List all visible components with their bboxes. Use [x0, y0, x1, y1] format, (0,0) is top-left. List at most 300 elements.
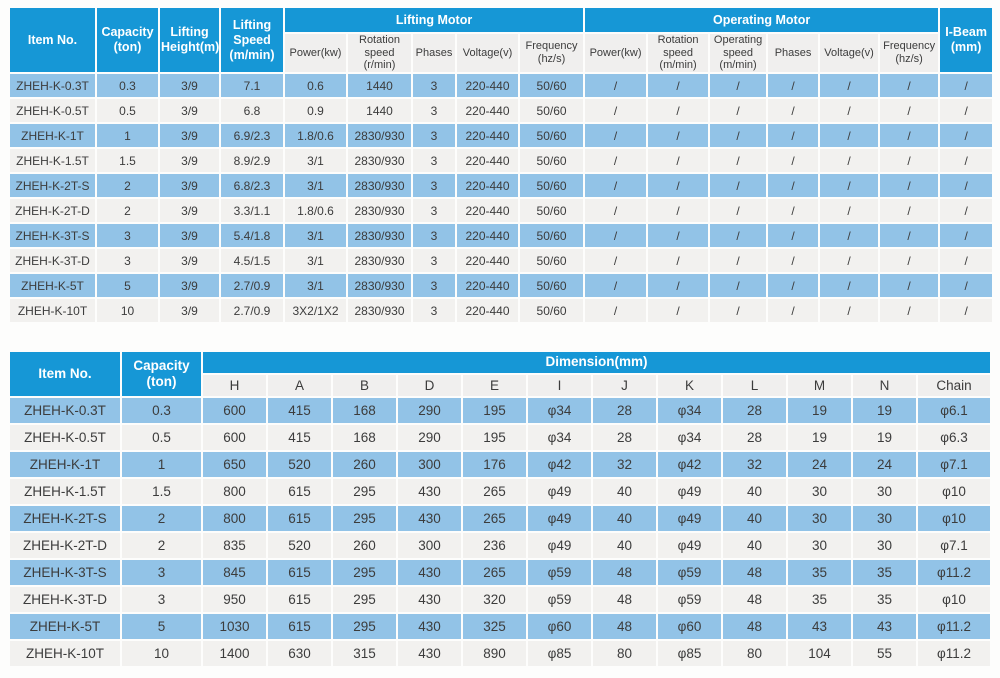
value-cell: 320 [463, 587, 526, 612]
value-cell: / [585, 124, 646, 147]
value-cell: 800 [203, 506, 266, 531]
dimension-rows [10, 398, 990, 666]
value-cell: 30 [788, 533, 851, 558]
table-row [10, 614, 990, 639]
item-no-cell: ZHEH-K-0.3T [10, 398, 120, 423]
value-cell: / [820, 124, 878, 147]
value-cell: 1 [122, 452, 201, 477]
value-cell: / [648, 274, 708, 297]
value-cell: φ59 [528, 560, 591, 585]
item-no-cell: ZHEH-K-2T-S [10, 506, 120, 531]
value-cell: 290 [398, 425, 461, 450]
value-cell: 4.5/1.5 [221, 249, 283, 272]
value-cell: / [880, 149, 938, 172]
value-cell: 3 [122, 587, 201, 612]
sub-header-lm-rotation-speed: Rotation speed (r/min) [348, 34, 411, 72]
value-cell: 3 [413, 299, 455, 322]
value-cell: 2830/930 [348, 199, 411, 222]
value-cell: / [768, 199, 818, 222]
value-cell: / [940, 99, 992, 122]
value-cell: / [820, 249, 878, 272]
value-cell: 3 [413, 224, 455, 247]
value-cell: 220-440 [457, 249, 518, 272]
value-cell: 3 [413, 149, 455, 172]
value-cell: / [880, 174, 938, 197]
table-row [10, 560, 990, 585]
value-cell: / [585, 74, 646, 97]
value-cell: / [820, 174, 878, 197]
value-cell: 3 [413, 124, 455, 147]
value-cell: 50/60 [520, 299, 583, 322]
value-cell: / [768, 74, 818, 97]
sub-header-om-rotation-speed: Rotation speed (m/min) [648, 34, 708, 72]
value-cell: 10 [122, 641, 201, 666]
value-cell: / [585, 149, 646, 172]
value-cell: / [940, 74, 992, 97]
value-cell: 220-440 [457, 74, 518, 97]
value-cell: / [820, 74, 878, 97]
value-cell: 5.4/1.8 [221, 224, 283, 247]
value-cell: / [585, 99, 646, 122]
item-no-cell: ZHEH-K-10T [10, 299, 95, 322]
value-cell: 290 [398, 398, 461, 423]
value-cell: 168 [333, 425, 396, 450]
value-cell: 6.8 [221, 99, 283, 122]
motor-spec-rows [10, 74, 992, 322]
value-cell: φ60 [528, 614, 591, 639]
value-cell: 195 [463, 425, 526, 450]
value-cell: 220-440 [457, 149, 518, 172]
value-cell: 600 [203, 425, 266, 450]
value-cell: 430 [398, 479, 461, 504]
value-cell: 43 [853, 614, 916, 639]
value-cell: / [710, 199, 766, 222]
sub-header-om-operating-speed: Operating speed (m/min) [710, 34, 766, 72]
value-cell: / [648, 249, 708, 272]
value-cell: 3/9 [160, 74, 219, 97]
value-cell: 2830/930 [348, 149, 411, 172]
value-cell: / [880, 74, 938, 97]
value-cell: / [710, 274, 766, 297]
value-cell: φ10 [918, 587, 990, 612]
value-cell: φ34 [528, 425, 591, 450]
table-row [10, 425, 990, 450]
value-cell: / [880, 124, 938, 147]
value-cell: / [648, 74, 708, 97]
value-cell: / [585, 249, 646, 272]
sub-header-om-phases: Phases [768, 34, 818, 72]
value-cell: 19 [853, 425, 916, 450]
item-no-cell: ZHEH-K-0.5T [10, 425, 120, 450]
value-cell: / [940, 224, 992, 247]
col-header-lifting-height: Lifting Height(m) [160, 8, 219, 72]
value-cell: 415 [268, 425, 331, 450]
value-cell: 50/60 [520, 74, 583, 97]
value-cell: 24 [788, 452, 851, 477]
value-cell: φ85 [658, 641, 721, 666]
value-cell: 265 [463, 479, 526, 504]
value-cell: 2830/930 [348, 174, 411, 197]
value-cell: 40 [723, 533, 786, 558]
value-cell: 3 [413, 249, 455, 272]
col-header-capacity: Capacity (ton) [97, 8, 158, 72]
value-cell: / [648, 174, 708, 197]
value-cell: φ49 [658, 506, 721, 531]
value-cell: φ42 [658, 452, 721, 477]
value-cell: 3/1 [285, 249, 346, 272]
value-cell: 3/1 [285, 224, 346, 247]
item-no-cell: ZHEH-K-10T [10, 641, 120, 666]
value-cell: 3/9 [160, 199, 219, 222]
value-cell: φ11.2 [918, 560, 990, 585]
value-cell: / [585, 224, 646, 247]
value-cell: 50/60 [520, 149, 583, 172]
value-cell: / [648, 149, 708, 172]
value-cell: 2830/930 [348, 299, 411, 322]
value-cell: 630 [268, 641, 331, 666]
value-cell: 1440 [348, 99, 411, 122]
value-cell: 55 [853, 641, 916, 666]
value-cell: 6.8/2.3 [221, 174, 283, 197]
value-cell: 40 [593, 506, 656, 531]
table-row [10, 587, 990, 612]
value-cell: 50/60 [520, 174, 583, 197]
item-no-cell: ZHEH-K-2T-D [10, 533, 120, 558]
value-cell: 890 [463, 641, 526, 666]
value-cell: 265 [463, 506, 526, 531]
item-no-cell: ZHEH-K-5T [10, 274, 95, 297]
value-cell: / [710, 99, 766, 122]
value-cell: 32 [723, 452, 786, 477]
value-cell: 600 [203, 398, 266, 423]
value-cell: / [880, 299, 938, 322]
col-header-item-no: Item No. [10, 352, 120, 396]
value-cell: 35 [853, 587, 916, 612]
sub-header-dim-h: H [203, 375, 266, 396]
value-cell: 1.5 [122, 479, 201, 504]
value-cell: 195 [463, 398, 526, 423]
value-cell: / [820, 274, 878, 297]
value-cell: 19 [788, 398, 851, 423]
value-cell: 430 [398, 614, 461, 639]
value-cell: / [940, 249, 992, 272]
value-cell: 3/1 [285, 274, 346, 297]
value-cell: / [820, 149, 878, 172]
value-cell: 8.9/2.9 [221, 149, 283, 172]
value-cell: 3/9 [160, 299, 219, 322]
value-cell: 295 [333, 614, 396, 639]
value-cell: 3 [413, 199, 455, 222]
value-cell: / [648, 99, 708, 122]
value-cell: / [710, 149, 766, 172]
value-cell: / [585, 299, 646, 322]
value-cell: / [648, 124, 708, 147]
value-cell: 2 [97, 199, 158, 222]
value-cell: 615 [268, 560, 331, 585]
value-cell: 835 [203, 533, 266, 558]
table-row [10, 224, 992, 247]
table-row [10, 299, 992, 322]
value-cell: 32 [593, 452, 656, 477]
sub-header-dim-i: I [528, 375, 591, 396]
value-cell: 30 [788, 479, 851, 504]
value-cell: 50/60 [520, 224, 583, 247]
value-cell: 520 [268, 452, 331, 477]
value-cell: 2 [122, 506, 201, 531]
value-cell: 104 [788, 641, 851, 666]
value-cell: / [648, 224, 708, 247]
value-cell: 415 [268, 398, 331, 423]
col-header-capacity: Capacity (ton) [122, 352, 201, 396]
sub-header-om-frequency: Frequency (hz/s) [880, 34, 938, 72]
sub-header-dim-a: A [268, 375, 331, 396]
value-cell: 3.3/1.1 [221, 199, 283, 222]
sub-header-om-power: Power(kw) [585, 34, 646, 72]
col-header-lifting-speed: Lifting Speed (m/min) [221, 8, 283, 72]
value-cell: 7.1 [221, 74, 283, 97]
value-cell: φ11.2 [918, 614, 990, 639]
value-cell: 1.8/0.6 [285, 124, 346, 147]
value-cell: 40 [723, 506, 786, 531]
value-cell: 48 [723, 587, 786, 612]
value-cell: 50/60 [520, 249, 583, 272]
value-cell: 236 [463, 533, 526, 558]
value-cell: 3/9 [160, 149, 219, 172]
table-row [10, 99, 992, 122]
value-cell: / [768, 274, 818, 297]
sub-header-lm-voltage: Voltage(v) [457, 34, 518, 72]
sub-header-om-voltage: Voltage(v) [820, 34, 878, 72]
value-cell: / [820, 99, 878, 122]
value-cell: 615 [268, 587, 331, 612]
value-cell: φ60 [658, 614, 721, 639]
value-cell: 3 [122, 560, 201, 585]
value-cell: φ34 [658, 398, 721, 423]
value-cell: / [768, 149, 818, 172]
value-cell: 315 [333, 641, 396, 666]
sub-header-dim-b: B [333, 375, 396, 396]
value-cell: / [768, 124, 818, 147]
value-cell: φ34 [528, 398, 591, 423]
value-cell: 80 [593, 641, 656, 666]
col-header-item-no: Item No. [10, 8, 95, 72]
value-cell: / [768, 99, 818, 122]
value-cell: 220-440 [457, 299, 518, 322]
value-cell: 3/9 [160, 174, 219, 197]
sub-header-dim-l: L [723, 375, 786, 396]
value-cell: 1400 [203, 641, 266, 666]
value-cell: 50/60 [520, 274, 583, 297]
value-cell: 260 [333, 533, 396, 558]
group-header-dimension: Dimension(mm) [203, 352, 990, 373]
sub-header-dim-chain: Chain [918, 375, 990, 396]
value-cell: / [648, 299, 708, 322]
table-row [10, 199, 992, 222]
value-cell: 3/9 [160, 224, 219, 247]
value-cell: 300 [398, 533, 461, 558]
value-cell: 295 [333, 479, 396, 504]
value-cell: 1.8/0.6 [285, 199, 346, 222]
value-cell: 0.6 [285, 74, 346, 97]
value-cell: 3 [413, 274, 455, 297]
value-cell: / [768, 299, 818, 322]
value-cell: / [880, 99, 938, 122]
value-cell: 2830/930 [348, 274, 411, 297]
value-cell: / [940, 149, 992, 172]
value-cell: 265 [463, 560, 526, 585]
item-no-cell: ZHEH-K-3T-D [10, 249, 95, 272]
table-row [10, 124, 992, 147]
value-cell: / [880, 224, 938, 247]
value-cell: / [710, 124, 766, 147]
sub-header-dim-n: N [853, 375, 916, 396]
value-cell: 1030 [203, 614, 266, 639]
value-cell: φ49 [528, 479, 591, 504]
value-cell: 950 [203, 587, 266, 612]
value-cell: 30 [853, 506, 916, 531]
value-cell: 650 [203, 452, 266, 477]
value-cell: 0.9 [285, 99, 346, 122]
table-row [10, 249, 992, 272]
value-cell: 2 [122, 533, 201, 558]
value-cell: / [710, 224, 766, 247]
value-cell: 1440 [348, 74, 411, 97]
value-cell: / [585, 274, 646, 297]
value-cell: / [768, 224, 818, 247]
value-cell: 220-440 [457, 174, 518, 197]
value-cell: 48 [723, 560, 786, 585]
value-cell: / [585, 174, 646, 197]
value-cell: 220-440 [457, 199, 518, 222]
value-cell: 3 [413, 99, 455, 122]
item-no-cell: ZHEH-K-2T-D [10, 199, 95, 222]
table-row [10, 479, 990, 504]
value-cell: / [940, 199, 992, 222]
value-cell: 845 [203, 560, 266, 585]
value-cell: 325 [463, 614, 526, 639]
value-cell: 2830/930 [348, 124, 411, 147]
value-cell: φ49 [658, 479, 721, 504]
value-cell: / [820, 199, 878, 222]
value-cell: 3/9 [160, 274, 219, 297]
table-row [10, 74, 992, 97]
item-no-cell: ZHEH-K-5T [10, 614, 120, 639]
value-cell: 260 [333, 452, 396, 477]
value-cell: 300 [398, 452, 461, 477]
value-cell: 220-440 [457, 274, 518, 297]
sub-header-dim-d: D [398, 375, 461, 396]
sub-header-dim-k: K [658, 375, 721, 396]
value-cell: 3 [97, 249, 158, 272]
value-cell: 48 [723, 614, 786, 639]
value-cell: φ59 [658, 587, 721, 612]
value-cell: 3 [97, 224, 158, 247]
value-cell: 2830/930 [348, 224, 411, 247]
value-cell: 2830/930 [348, 249, 411, 272]
value-cell: 430 [398, 641, 461, 666]
table-row [10, 149, 992, 172]
item-no-cell: ZHEH-K-3T-D [10, 587, 120, 612]
value-cell: / [940, 274, 992, 297]
item-no-cell: ZHEH-K-3T-S [10, 560, 120, 585]
value-cell: φ6.3 [918, 425, 990, 450]
value-cell: 48 [593, 560, 656, 585]
value-cell: 19 [788, 425, 851, 450]
value-cell: 1.5 [97, 149, 158, 172]
value-cell: 0.3 [97, 74, 158, 97]
value-cell: / [710, 74, 766, 97]
value-cell: 28 [593, 398, 656, 423]
col-header-i-beam: I-Beam (mm) [940, 8, 992, 72]
value-cell: / [880, 199, 938, 222]
value-cell: 3/9 [160, 124, 219, 147]
value-cell: 28 [593, 425, 656, 450]
value-cell: 30 [788, 506, 851, 531]
value-cell: / [820, 224, 878, 247]
value-cell: / [710, 249, 766, 272]
value-cell: 40 [723, 479, 786, 504]
item-no-cell: ZHEH-K-0.5T [10, 99, 95, 122]
value-cell: 520 [268, 533, 331, 558]
value-cell: 80 [723, 641, 786, 666]
value-cell: 220-440 [457, 224, 518, 247]
value-cell: / [820, 299, 878, 322]
item-no-cell: ZHEH-K-1.5T [10, 479, 120, 504]
value-cell: φ49 [528, 506, 591, 531]
value-cell: 0.5 [122, 425, 201, 450]
value-cell: φ6.1 [918, 398, 990, 423]
value-cell: 35 [853, 560, 916, 585]
table-row [10, 506, 990, 531]
value-cell: / [940, 299, 992, 322]
value-cell: 35 [788, 587, 851, 612]
value-cell: φ85 [528, 641, 591, 666]
value-cell: 220-440 [457, 124, 518, 147]
value-cell: 430 [398, 506, 461, 531]
value-cell: 3/1 [285, 174, 346, 197]
sub-header-dim-m: M [788, 375, 851, 396]
value-cell: 40 [593, 533, 656, 558]
value-cell: φ59 [528, 587, 591, 612]
value-cell: 24 [853, 452, 916, 477]
item-no-cell: ZHEH-K-1T [10, 452, 120, 477]
value-cell: 220-440 [457, 99, 518, 122]
value-cell: φ10 [918, 479, 990, 504]
value-cell: 0.5 [97, 99, 158, 122]
value-cell: 3/1 [285, 149, 346, 172]
value-cell: / [710, 174, 766, 197]
value-cell: 5 [122, 614, 201, 639]
item-no-cell: ZHEH-K-1.5T [10, 149, 95, 172]
sub-header-dim-j: J [593, 375, 656, 396]
value-cell: φ49 [658, 533, 721, 558]
sub-header-lm-power: Power(kw) [285, 34, 346, 72]
item-no-cell: ZHEH-K-1T [10, 124, 95, 147]
value-cell: / [585, 199, 646, 222]
value-cell: / [880, 274, 938, 297]
value-cell: 35 [788, 560, 851, 585]
group-header-operating-motor: Operating Motor [585, 8, 938, 32]
value-cell: 40 [593, 479, 656, 504]
value-cell: φ34 [658, 425, 721, 450]
value-cell: 50/60 [520, 124, 583, 147]
value-cell: / [768, 174, 818, 197]
value-cell: φ7.1 [918, 452, 990, 477]
value-cell: 615 [268, 506, 331, 531]
value-cell: 28 [723, 398, 786, 423]
value-cell: φ59 [658, 560, 721, 585]
item-no-cell: ZHEH-K-0.3T [10, 74, 95, 97]
